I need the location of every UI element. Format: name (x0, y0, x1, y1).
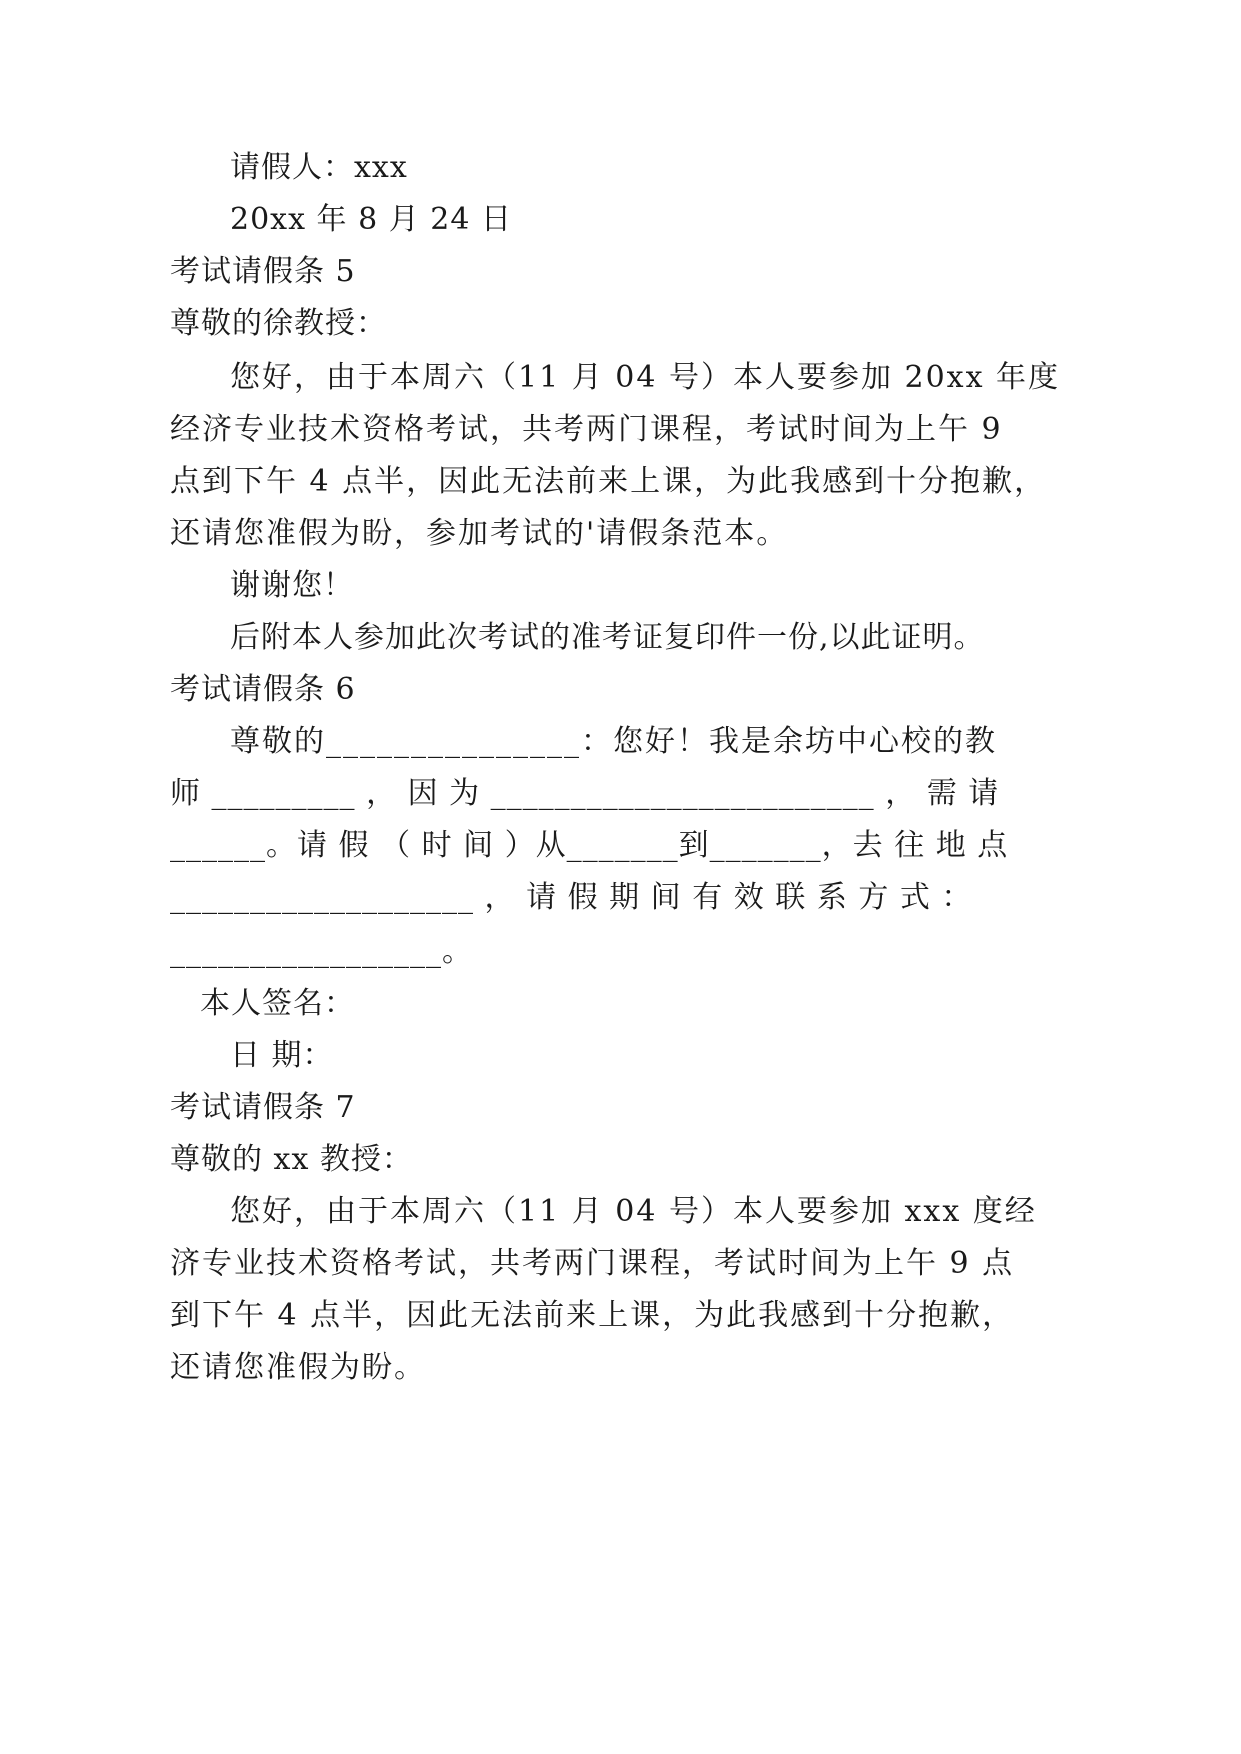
body-line: 经济专业技术资格考试，共考两门课程，考试时间为上午 9 (170, 412, 1003, 447)
body-line: 济专业技术资格考试，共考两门课程，考试时间为上午 9 点 (170, 1246, 1015, 1281)
body-line: 还请您准假为盼，参加考试的'请假条范本。 (170, 516, 789, 551)
form-line: _________________。 (170, 934, 473, 969)
salutation-5: 尊敬的徐教授： (170, 306, 387, 341)
body-line: 您好，由于本周六（11 月 04 号）本人要参加 xxx 度经 (230, 1194, 1037, 1229)
salutation-7: 尊敬的 xx 教授： (170, 1142, 413, 1177)
signature-line: 本人签名： (200, 986, 355, 1021)
form-line: ______。请 假 （ 时 间 ）从_______到_______，去 往 地 点 (170, 828, 1009, 863)
body-line: 还请您准假为盼。 (170, 1350, 426, 1385)
thanks-line: 谢谢您！ (230, 568, 354, 603)
form-line: 尊敬的_______________：您好！我是余坊中心校的教 (230, 724, 997, 759)
body-line: 您好，由于本周六（11 月 04 号）本人要参加 20xx 年度 (230, 360, 1061, 395)
date-line: 20xx 年 8 月 24 日 (230, 202, 512, 237)
body-line: 到下午 4 点半，因此无法前来上课，为此我感到十分抱歉， (170, 1298, 1015, 1333)
form-line: 师 _________ ， 因 为 ________________________ ， 需 请 (170, 776, 1000, 811)
section-title-5: 考试请假条 5 (170, 254, 356, 289)
section-title-6: 考试请假条 6 (170, 672, 356, 707)
section-title-7: 考试请假条 7 (170, 1090, 356, 1125)
body-line: 点到下午 4 点半，因此无法前来上课，为此我感到十分抱歉， (170, 464, 1047, 499)
applicant-line: 请假人：xxx (230, 150, 408, 185)
attachment-line: 后附本人参加此次考试的准考证复印件一份,以此证明。 (230, 620, 985, 655)
date-label-line: 日 期： (230, 1038, 334, 1073)
form-line: ___________________ ， 请 假 期 间 有 效 联 系 方 式 ： (170, 880, 973, 915)
